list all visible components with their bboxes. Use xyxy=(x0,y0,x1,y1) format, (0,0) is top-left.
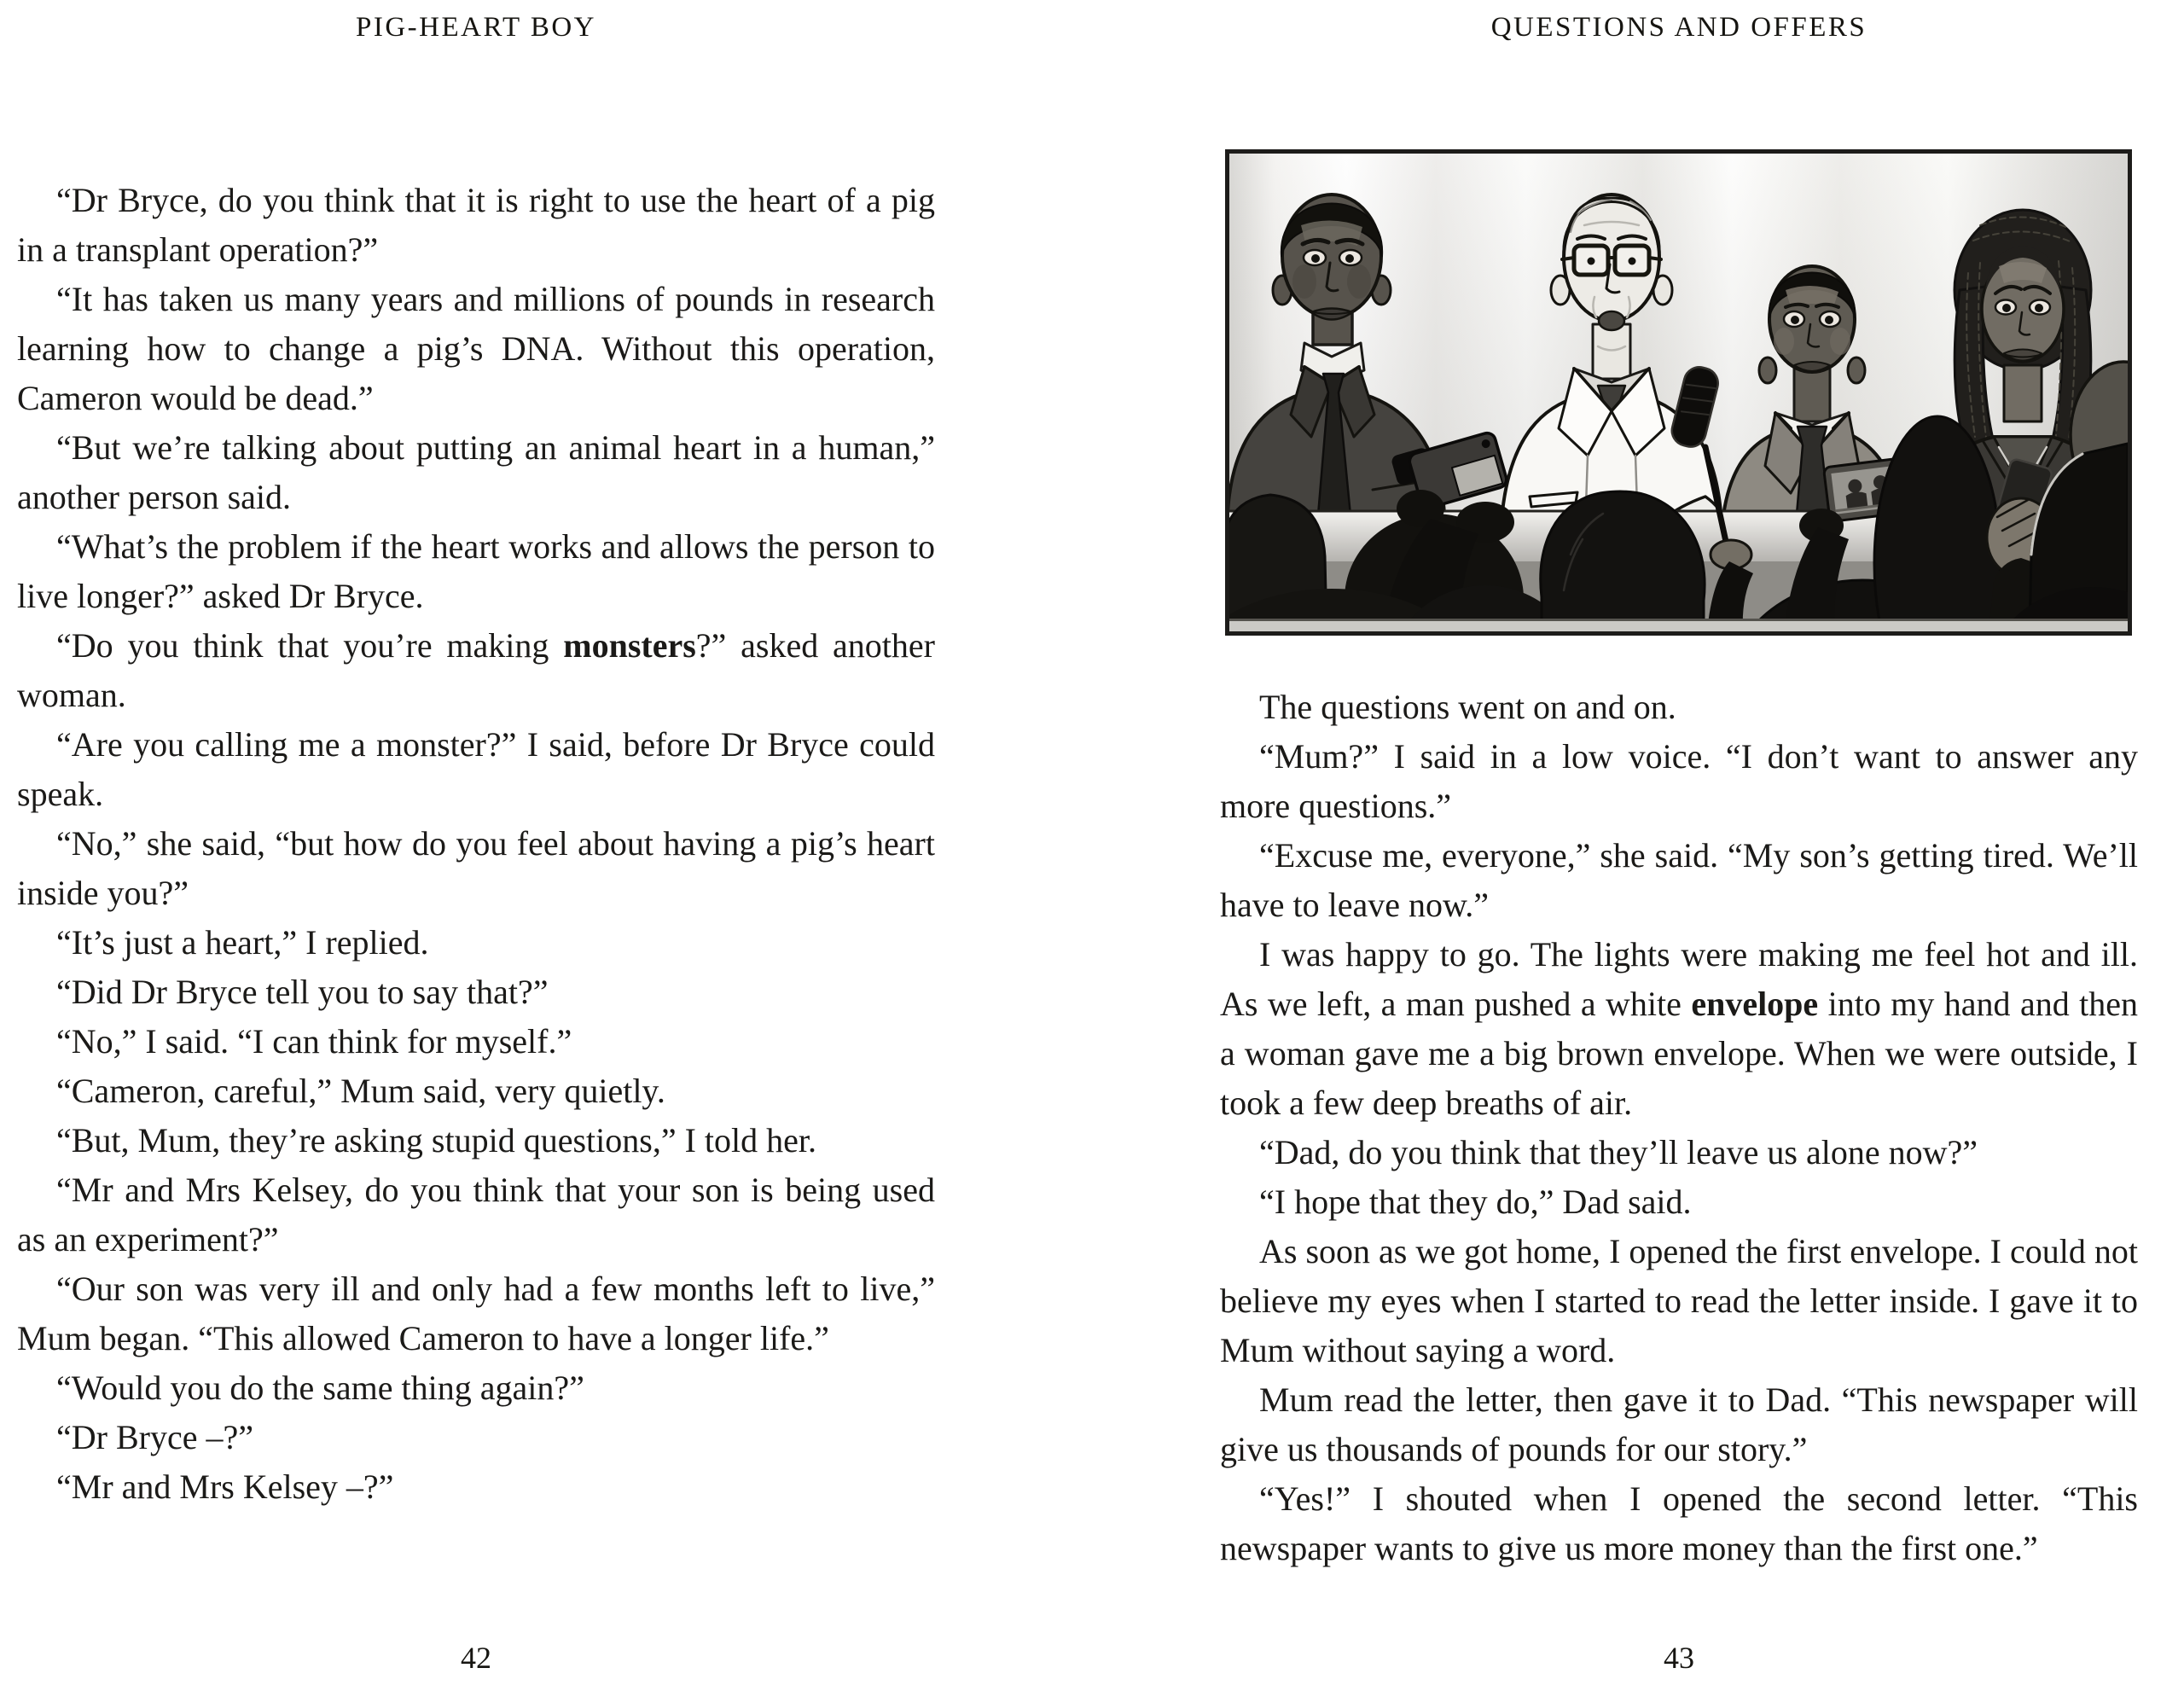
page-number-left: 42 xyxy=(461,1641,491,1675)
paragraph: The questions went on and on. xyxy=(1259,688,1676,726)
page-number-right: 43 xyxy=(1664,1641,1694,1675)
paragraph: Mum read the letter, then gave it to Dad. “This newspaper will give us thousands of pounds for our story.” xyxy=(1220,1380,2138,1468)
paragraph: “Do you think that you’re making monsters?” asked another woman. xyxy=(17,626,935,714)
paragraph: As soon as we got home, I opened the first envelope. I could not believe my eyes when I started to read the letter inside. I gave it to Mum without saying a word. xyxy=(1220,1232,2138,1369)
paragraph: “Are you calling me a monster?” I said, before Dr Bryce could speak. xyxy=(17,725,935,813)
paragraph: “Cameron, careful,” Mum said, very quietly. xyxy=(56,1072,665,1110)
paragraph: “Did Dr Bryce tell you to say that?” xyxy=(56,973,549,1011)
paragraph: “Dad, do you think that they’ll leave us alone now?” xyxy=(1259,1133,1978,1171)
paragraph: “It’s just a heart,” I replied. xyxy=(56,923,429,962)
paragraph: “Mum?” I said in a low voice. “I don’t want to answer any more questions.” xyxy=(1220,737,2138,825)
running-head-right: QUESTIONS AND OFFERS xyxy=(1490,12,1867,43)
body-text-left xyxy=(17,176,935,1512)
paragraph: “No,” she said, “but how do you feel about having a pig’s heart inside you?” xyxy=(17,824,935,912)
frame-bottom-strip xyxy=(1229,619,2128,631)
paragraph: “Yes!” I shouted when I opened the second letter. “This newspaper wants to give us more money than the first one.” xyxy=(1220,1479,2138,1567)
paragraph: “It has taken us many years and millions of pounds in research learning how to change a pig’s DNA. Without this operation, Cameron would be dead.” xyxy=(17,280,935,417)
paragraph: “Our son was very ill and only had a few months left to live,” Mum began. “This allowed Cameron to have a longer life.” xyxy=(17,1270,935,1357)
press-conference-illustration xyxy=(1225,149,2132,636)
body-text-right xyxy=(1220,683,2138,1573)
paragraph: “Dr Bryce, do you think that it is right to use the heart of a pig in a transplant operation?” xyxy=(17,181,935,269)
paragraph: “But, Mum, they’re asking stupid questions,” I told her. xyxy=(56,1121,816,1159)
paragraph: “Mr and Mrs Kelsey –?” xyxy=(56,1467,394,1506)
paragraph: “Excuse me, everyone,” she said. “My son’s getting tired. We’ll have to leave now.” xyxy=(1220,836,2138,924)
paragraph: “What’s the problem if the heart works and allows the person to live longer?” asked Dr Bryce. xyxy=(17,527,935,615)
running-head-left: PIG-HEART BOY xyxy=(356,12,596,43)
paragraph: “Would you do the same thing again?” xyxy=(56,1369,584,1407)
page-right xyxy=(1092,0,2184,1697)
paragraph: “No,” I said. “I can think for myself.” xyxy=(56,1022,572,1061)
paragraph: I was happy to go. The lights were making me feel hot and ill. As we left, a man pushed a white envelope into my hand and then a woman gave me a big brown envelope. When we were outside, I took a few deep breaths of air. xyxy=(1220,935,2138,1122)
paragraph: “I hope that they do,” Dad said. xyxy=(1259,1183,1692,1221)
paragraph: “But we’re talking about putting an animal heart in a human,” another person said. xyxy=(17,428,935,516)
paragraph: “Dr Bryce –?” xyxy=(56,1418,253,1456)
paragraph: “Mr and Mrs Kelsey, do you think that your son is being used as an experiment?” xyxy=(17,1171,935,1258)
